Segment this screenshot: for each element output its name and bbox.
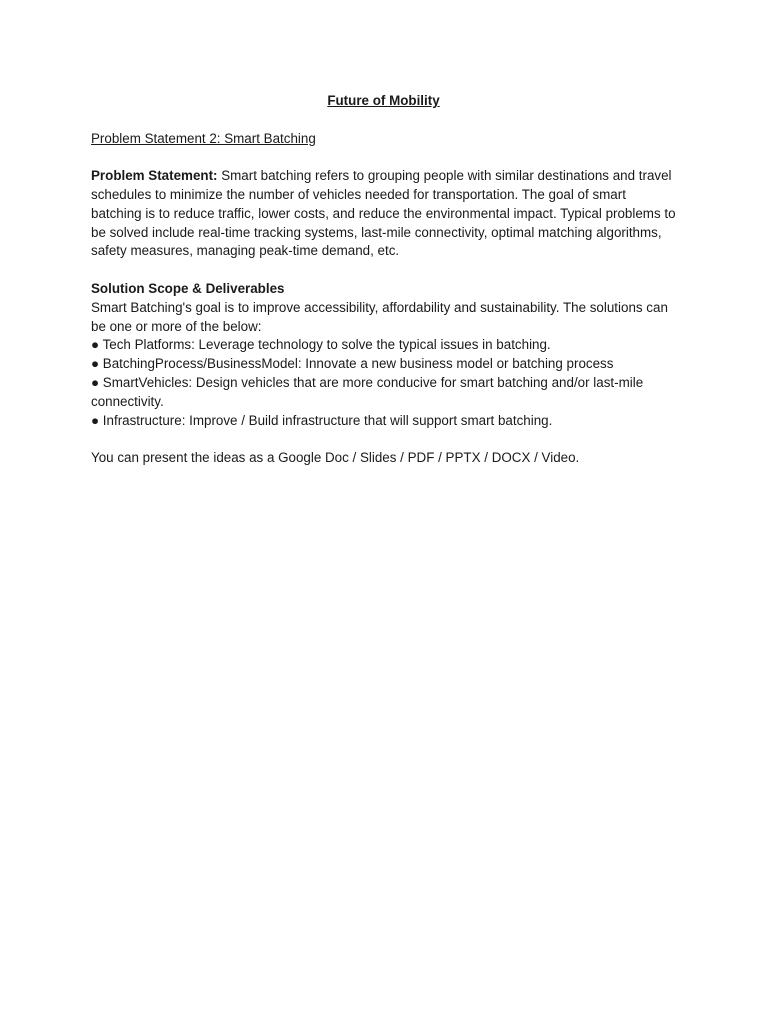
problem-statement-subtitle: Problem Statement 2: Smart Batching <box>91 130 316 146</box>
deliverables-list <box>91 336 676 430</box>
solution-scope-heading: Solution Scope & Deliverables <box>91 280 285 296</box>
spacer <box>91 148 676 167</box>
list-item: ● BatchingProcess/BusinessModel: Innovate a new business model or batching process <box>91 356 614 372</box>
document-title: Future of Mobility <box>327 93 440 108</box>
list-item: ● Tech Platforms: Leverage technology to solve the typical issues in batching. <box>91 337 551 353</box>
list-item: ● Infrastructure: Improve / Build infrastructure that will support smart batching. <box>91 412 553 428</box>
problem-statement-label: Problem Statement: <box>91 168 218 184</box>
problem-statement-text: Smart batching refers to grouping people with similar destinations and travel schedules to minimize the number of vehicles needed for transportation. The goal of smart batching is to reduce traffic, lower costs, and reduce the environmental impact. Typical problems to be solved include real-time tracking systems, last-mile connectivity, optimal matching algorithms, safety measures, managing peak-time demand, etc. <box>91 168 676 259</box>
document-body <box>91 92 676 468</box>
spacer <box>91 430 676 449</box>
spacer <box>91 261 676 280</box>
solution-intro: Smart Batching's goal is to improve accessibility, affordability and sustainability. The solutions can be one or more of the below: <box>91 299 668 334</box>
problem-statement-paragraph <box>91 167 676 261</box>
spacer <box>91 111 676 130</box>
list-item: ● SmartVehicles: Design vehicles that are more conducive for smart batching and/or last-mile connectivity. <box>91 374 644 409</box>
closing-note: You can present the ideas as a Google Doc / Slides / PDF / PPTX / DOCX / Video. <box>91 450 580 466</box>
